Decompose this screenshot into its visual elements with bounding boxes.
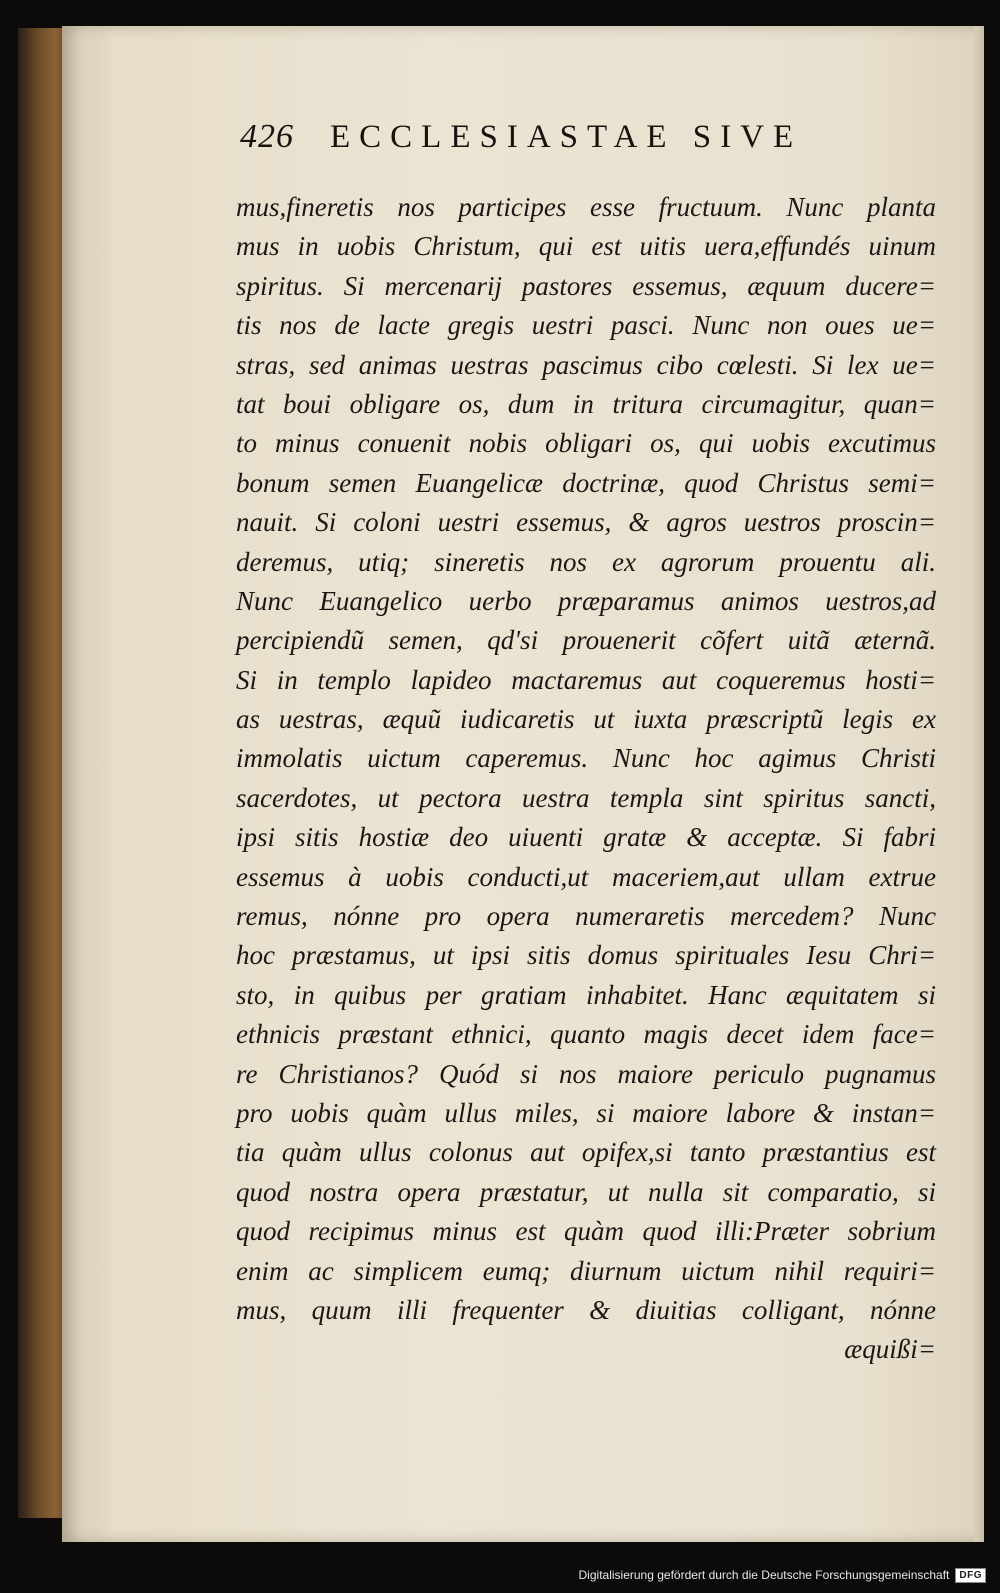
text-line: Nunc Euangelico uerbo præparamus animos uestros,ad (236, 585, 936, 616)
text-line: tis nos de lacte gregis uestri pasci. Nunc non oues ue= (236, 310, 936, 341)
text-line: ipsi sitis hostiæ deo uiuenti gratæ & acceptæ. Si fabri (236, 822, 936, 853)
text-line: ethnicis præstant ethnici, quanto magis decet idem face= (236, 1019, 936, 1050)
text-line: tat boui obligare os, dum in tritura circumagitur, quan= (236, 388, 936, 419)
text-line: quod nostra opera præstatur, ut nulla sit comparatio, si (236, 1176, 936, 1207)
text-line: nauit. Si coloni uestri essemus, & agros uestros proscin= (236, 507, 936, 538)
text-line: bonum semen Euangelicæ doctrinæ, quod Christus semi= (236, 467, 936, 498)
text-line: remus, nónne pro opera numeraretis mercedem? Nunc (236, 901, 936, 932)
running-head (240, 118, 930, 178)
text-line: to minus conuenit nobis obligari os, qui uobis excutimus (236, 428, 936, 459)
text-line: mus in uobis Christum, qui est uitis uera,effundés uinum (236, 231, 936, 262)
text-line: enim ac simplicem eumq; diurnum uictum nihil requiri= (236, 1255, 936, 1286)
footer-credit (579, 1565, 986, 1585)
text-line: quod recipimus minus est quàm quod illi:Præter sobrium (236, 1216, 936, 1247)
text-line: mus, quum illi frequenter & diuitias colligant, nónne (236, 1294, 936, 1325)
footer-text: Digitalisierung gefördert durch die Deutsche Forschungsgemeinschaft (578, 1568, 950, 1582)
text-line: sacerdotes, ut pectora uestra templa sint spiritus sancti, (236, 782, 936, 813)
text-line: æquißi= (844, 1334, 936, 1365)
text-line: as uestras, æquũ iudicaretis ut iuxta præscriptũ legis ex (236, 704, 936, 735)
text-line: tia quàm ullus colonus aut opifex,si tanto præstantius est (236, 1137, 936, 1168)
text-line: spiritus. Si mercenarij pastores essemus, æquum ducere= (236, 270, 936, 301)
running-title: ECCLESIASTAE SIVE (330, 119, 803, 155)
text-line: hoc præstamus, ut ipsi sitis domus spirituales Iesu Chri= (236, 940, 936, 971)
text-line: mus,fineretis nos participes esse fructuum. Nunc planta (236, 192, 936, 222)
text-line: pro uobis quàm ullus miles, si maiore labore & instan= (236, 1097, 936, 1128)
text-line: Si in templo lapideo mactaremus aut coqueremus hosti= (236, 664, 936, 695)
page-number: 426 (240, 118, 294, 155)
text-line: stras, sed animas uestras pascimus cibo cœlesti. Si lex ue= (236, 349, 936, 380)
text-line: sto, in quibus per gratiam inhabitet. Hanc æquitatem si (236, 979, 936, 1010)
text-line: deremus, utiq; sineretis nos ex agrorum prouentu ali. (236, 546, 936, 577)
text-line: immolatis uictum caperemus. Nunc hoc agimus Christi (236, 743, 936, 774)
body-text (236, 188, 936, 1370)
dfg-logo: DFG (955, 1568, 986, 1583)
text-line: essemus à uobis conducti,ut maceriem,aut ullam extrue (236, 861, 936, 892)
text-line: percipiendũ semen, qd'si prouenerit cõfert uitã æternã. (236, 625, 936, 656)
page-edge (974, 26, 984, 1542)
text-line: re Christianos? Quód si nos maiore periculo pugnamus (236, 1058, 936, 1089)
